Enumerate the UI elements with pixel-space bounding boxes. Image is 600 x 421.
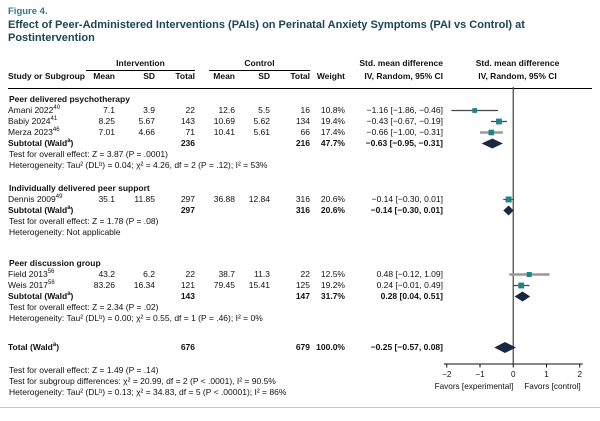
subtotal-label: [8, 138, 78, 149]
spacer: [115, 205, 155, 216]
study-label: Babiy 2024: [8, 116, 51, 126]
subtotal-text: Subtotal (Wald: [8, 205, 68, 215]
study-label: Weis 2017: [8, 280, 49, 290]
study-row: [8, 269, 592, 280]
subgroup-section: [8, 258, 592, 324]
col-header-intervention-group: Intervention: [86, 57, 195, 71]
footnote-superscript: a: [67, 138, 71, 145]
weight-value: 19.4%: [320, 116, 345, 126]
favors-control-label: Favors [control]: [524, 382, 581, 391]
plot-cell: [443, 127, 592, 138]
control-total: 22: [300, 269, 310, 279]
col-header-total: Total: [290, 71, 310, 81]
study-label: Dennis 2009: [8, 194, 56, 204]
reference-superscript: 56: [47, 269, 55, 276]
smd-value: −0.63 [−0.95, −0.31]: [365, 138, 443, 148]
plot-cell: [443, 105, 592, 116]
subtotal-row: [8, 138, 592, 149]
control-mean: 10.41: [213, 127, 235, 137]
intervention-sd: 16.34: [133, 280, 155, 290]
control-total: 316: [295, 194, 310, 204]
overall-effect-note: Test for overall effect: Z = 1.49 (P = .14): [9, 365, 159, 375]
spacer: [115, 138, 155, 149]
study-row: [8, 280, 592, 291]
weight-value: 100.0%: [316, 342, 345, 352]
weight-value: 20.6%: [320, 205, 345, 215]
reference-superscript: 40: [53, 105, 61, 112]
study-row: [8, 127, 592, 138]
subgroup-name: Peer discussion group: [9, 258, 101, 268]
footnote-superscript: a: [52, 342, 57, 349]
intervention-mean: 83.26: [93, 280, 115, 290]
spacer: [78, 205, 115, 216]
control-total: 16: [300, 105, 310, 115]
forest-table: [8, 57, 592, 398]
study-row: [8, 116, 592, 127]
table-header: [8, 57, 592, 89]
control-sd: 15.41: [248, 280, 270, 290]
study-name: [8, 280, 78, 291]
intervention-total: 236: [180, 138, 195, 148]
subtotal-text: Subtotal (Wald: [8, 291, 68, 301]
heterogeneity-note: Heterogeneity: Not applicable: [9, 227, 121, 237]
weight-value: 10.8%: [320, 105, 345, 115]
reference-superscript: 58: [48, 280, 55, 287]
study-label: Amani 2022: [8, 105, 54, 115]
intervention-sd: 5.67: [138, 116, 155, 126]
col-header-smd-title: Std. mean difference: [359, 58, 443, 68]
intervention-total: 676: [180, 342, 195, 352]
control-total: 125: [295, 280, 310, 290]
reference-superscript: 41: [50, 116, 58, 123]
figure-label: Figure 4.: [8, 6, 48, 17]
spacer: [235, 138, 270, 149]
subtotal-label: [8, 291, 78, 302]
weight-value: 47.7%: [320, 138, 345, 148]
smd-value: 0.24 [−0.01, 0.49]: [376, 280, 443, 290]
subgroup-differences-note: Test for subgroup differences: χ² = 20.99, df = 2 (P < .0001), I² = 90.5%: [9, 376, 276, 386]
intervention-mean: 7.1: [103, 105, 115, 115]
control-sd: 5.5: [258, 105, 270, 115]
subgroup-name: Individually delivered peer support: [9, 183, 150, 193]
control-mean: 12.6: [218, 105, 235, 115]
favors-experimental-label: Favors [experimental]: [434, 382, 514, 391]
figure-header: [0, 0, 600, 45]
control-mean: 10.69: [213, 116, 235, 126]
study-row: [8, 105, 592, 116]
x-tick-label: 2: [577, 370, 583, 379]
control-mean: 38.7: [218, 269, 235, 279]
total-text: Total (Wald: [8, 342, 53, 352]
footnote-superscript: a: [67, 291, 71, 298]
control-total: 679: [295, 342, 310, 352]
plot-cell: [443, 138, 592, 149]
smd-value: −0.66 [−1.00, −0.31]: [366, 127, 443, 137]
study-name: [8, 269, 78, 280]
smd-value: −0.25 [−0.57, 0.08]: [370, 342, 443, 352]
weight-value: 20.6%: [320, 194, 345, 204]
intervention-total: 143: [180, 116, 195, 126]
spacer: [195, 291, 235, 302]
col-header-mean: Mean: [213, 71, 235, 81]
control-total: 147: [295, 291, 310, 301]
intervention-mean: 35.1: [98, 194, 115, 204]
intervention-mean: 8.25: [98, 116, 115, 126]
col-header-weight: Weight: [316, 71, 345, 81]
plot-cell: [443, 194, 592, 205]
intervention-total: 121: [180, 280, 195, 290]
x-tick-label: −2: [442, 370, 452, 379]
subtotal-text: ): [70, 291, 74, 301]
control-total: 134: [295, 116, 310, 126]
study-label: Field 2013: [8, 269, 48, 279]
smd-value: −0.43 [−0.67, −0.19]: [366, 116, 443, 126]
total-section: [8, 342, 592, 353]
spacer: [115, 342, 155, 353]
plot-cell: [443, 342, 592, 353]
control-total: 216: [295, 138, 310, 148]
col-header-sd: SD: [143, 71, 155, 81]
study-row: [8, 194, 592, 205]
reference-superscript: 49: [55, 194, 63, 201]
smd-value: 0.28 [0.04, 0.51]: [380, 291, 443, 301]
spacer: [78, 138, 115, 149]
intervention-total: 297: [180, 194, 195, 204]
subtotal-row: [8, 205, 592, 216]
intervention-mean: 43.2: [98, 269, 115, 279]
smd-value: −0.14 [−0.30, 0.01]: [371, 194, 443, 204]
header-spacer: [8, 57, 78, 71]
smd-value: 0.48 [−0.12, 1.09]: [376, 269, 443, 279]
total-text: ): [56, 342, 60, 352]
overall-effect-note: Test for overall effect: Z = 3.87 (P = .0001): [9, 149, 168, 159]
intervention-total: 22: [185, 105, 195, 115]
intervention-total: 297: [180, 205, 195, 215]
footnote-superscript: a: [67, 205, 71, 212]
intervention-total: 71: [185, 127, 195, 137]
spacer: [115, 291, 155, 302]
study-name: [8, 116, 78, 127]
control-total: 66: [300, 127, 310, 137]
intervention-total: 143: [180, 291, 195, 301]
subtotal-text: Subtotal (Wald: [8, 138, 68, 148]
bottom-divider: [0, 407, 600, 408]
col-header-study: Study or Subgroup: [8, 71, 85, 81]
intervention-mean: 7.01: [98, 127, 115, 137]
total-row: [8, 342, 592, 353]
study-name: [8, 127, 78, 138]
subtotal-row: [8, 291, 592, 302]
intervention-sd: 11.85: [134, 194, 155, 204]
col-header-smd-plot-ci: IV, Random, 95% CI: [478, 71, 557, 81]
study-name: [8, 194, 78, 205]
plot-cell: [443, 116, 592, 127]
col-header-control-group: Control: [209, 57, 310, 71]
intervention-sd: 3.9: [143, 105, 155, 115]
spacer: [78, 342, 115, 353]
control-total: 316: [295, 205, 310, 215]
subtotal-text: ): [70, 138, 74, 148]
plot-cell: [443, 291, 592, 302]
weight-value: 17.4%: [320, 127, 345, 137]
col-header-mean: Mean: [93, 71, 115, 81]
control-mean: 36.88: [213, 194, 235, 204]
smd-value: −0.14 [−0.30, 0.01]: [370, 205, 443, 215]
control-mean: 79.45: [213, 280, 235, 290]
plot-cell: [443, 205, 592, 216]
control-sd: 12.84: [248, 194, 270, 204]
subgroup-name: Peer delivered psychotherapy: [9, 94, 130, 104]
control-sd: 11.3: [254, 269, 270, 279]
heterogeneity-note: Heterogeneity: Tau² (DLᵇ) = 0.13; χ² = 34.83, df = 5 (P < .00001); I² = 86%: [9, 387, 287, 397]
figure-title: Effect of Peer-Administered Interventions (PAIs) on Perinatal Anxiety Symptoms (PAI vs Control) at Postintervention: [8, 19, 525, 44]
spacer: [235, 342, 270, 353]
overall-effect-note: Test for overall effect: Z = 1.78 (P = .08): [9, 216, 159, 226]
subgroup-section: [8, 183, 592, 238]
intervention-sd: 4.66: [138, 127, 155, 137]
control-sd: 5.62: [253, 116, 270, 126]
heterogeneity-note: Heterogeneity: Tau² (DLᵇ) = 0.04; χ² = 4.26, df = 2 (P = .12); I² = 53%: [9, 160, 268, 170]
control-sd: 5.61: [253, 127, 270, 137]
plot-cell: [443, 269, 592, 280]
weight-value: 19.2%: [320, 280, 345, 290]
smd-value: −1.16 [−1.86, −0.46]: [366, 105, 443, 115]
x-tick-label: −1: [475, 370, 485, 379]
spacer: [195, 205, 235, 216]
col-header-total: Total: [175, 71, 195, 81]
x-tick-label: 0: [510, 370, 516, 379]
col-header-smd-plot-title: Std. mean difference: [475, 58, 560, 68]
study-name: [8, 105, 78, 116]
subtotal-label: [8, 205, 78, 216]
total-label: [8, 342, 78, 353]
study-label: Merza 2023: [8, 127, 53, 137]
weight-value: 31.7%: [320, 291, 345, 301]
spacer: [78, 291, 115, 302]
subgroup-section: [8, 94, 592, 171]
spacer: [195, 342, 235, 353]
intervention-total: 22: [185, 269, 195, 279]
footer-notes: [8, 365, 592, 398]
col-header-smd-ci: IV, Random, 95% CI: [364, 71, 443, 81]
intervention-sd: 6.2: [143, 269, 155, 279]
weight-value: 12.5%: [320, 269, 345, 279]
subtotal-text: ): [70, 205, 74, 215]
header-spacer: [310, 57, 345, 71]
plot-cell: [443, 280, 592, 291]
reference-superscript: 46: [52, 127, 60, 134]
x-tick-label: 1: [544, 370, 549, 379]
heterogeneity-note: Heterogeneity: Tau² (DLᵇ) = 0.00; χ² = 0.55, df = 1 (P = .46); I² = 0%: [9, 313, 263, 323]
spacer: [235, 205, 270, 216]
spacer: [235, 291, 270, 302]
overall-effect-note: Test for overall effect: Z = 2.34 (P = .02): [9, 302, 159, 312]
spacer: [195, 138, 235, 149]
col-header-sd: SD: [258, 71, 270, 81]
